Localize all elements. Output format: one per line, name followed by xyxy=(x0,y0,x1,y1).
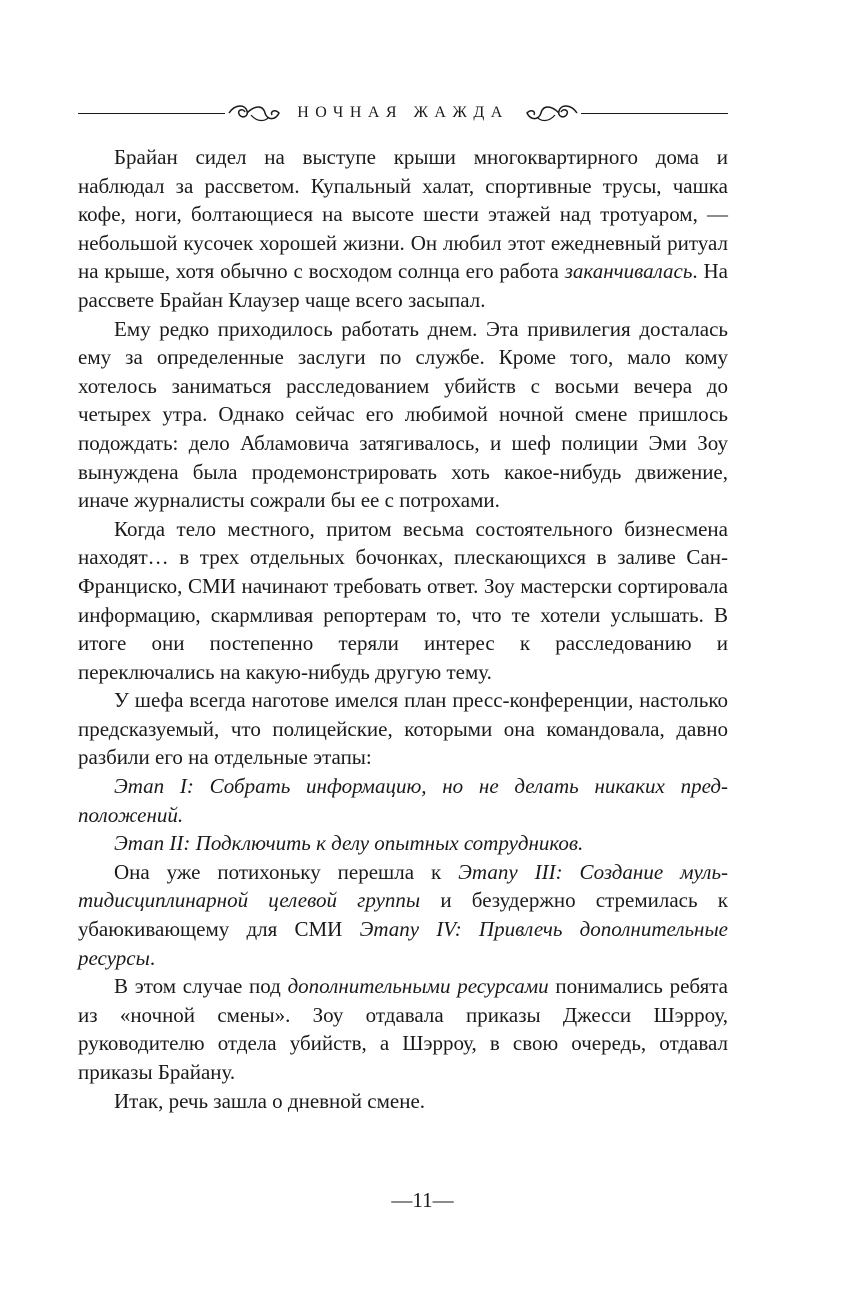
text-run: Когда тело местного, притом весьма состоятельного бизнесмена находят… в трех отдельных бочонках, плескающихся в заливе Сан-Франциско, СМИ начинают требовать ответ. Зоу мастерски сортировала информацию, скармливая репортерам то, что те хотели услышать. В итоге они постепенно теряли интерес к расследованию и переключались на какую-нибудь другую тему. xyxy=(78,516,728,684)
text-run: В этом случае под xyxy=(114,974,288,999)
text-run: Она уже потихоньку перешла к xyxy=(114,859,459,884)
italic-text: Этапу III: Создание мультидисциплинарной целевой группы xyxy=(78,859,728,913)
page-number: —11— xyxy=(391,1188,454,1212)
text-run: Итак, речь зашла о дневной смене. xyxy=(114,1088,426,1113)
text-run: понимались ребята из «ночной смены». Зоу отдавала приказы Джесси Шэрроу, руководителю отдела убийств, а Шэрроу, в свою очередь, отдавал приказы Брайану. xyxy=(78,974,728,1084)
running-header xyxy=(78,96,728,130)
paragraph xyxy=(78,858,728,972)
italic-text: дополнительными ресурсами xyxy=(287,974,549,999)
paragraph xyxy=(78,772,728,829)
text-run: . xyxy=(149,945,156,970)
italic-text: Этапу IV: Привлечь дополнительные ресурсы xyxy=(78,917,728,970)
header-title: НОЧНАЯ ЖАЖДА xyxy=(297,104,509,121)
italic-text: Этап I: Собрать информацию, но не делать никаких предположений. xyxy=(78,774,728,827)
text-run: Брайан сидел на выступе крыши многоквартирного дома и наблюдал за рассветом. Купальный халат, спортивные трусы, чашка кофе, ноги, болтающиеся на высоте шести этажей над тротуаром, — небольшой кусочек хорошей жизни. Он любил этот ежедневный ритуал на крыше, хотя обычно с восходом солнца его работа xyxy=(78,145,728,284)
text-run: и безудержно стремилась к убаюкивающему для СМИ xyxy=(78,888,728,942)
paragraph xyxy=(78,1087,728,1116)
flourish-right-icon xyxy=(523,102,581,124)
flourish-left-icon xyxy=(225,102,283,124)
header-rule-right xyxy=(581,113,728,114)
paragraph xyxy=(78,515,728,687)
paragraph xyxy=(78,829,728,858)
paragraph xyxy=(78,143,728,315)
body-text xyxy=(78,143,728,1115)
paragraph xyxy=(78,686,728,772)
italic-text: Этап II: Подключить к делу опытных сотрудников. xyxy=(114,831,584,856)
paragraph xyxy=(78,972,728,1086)
text-run: Ему редко приходилось работать днем. Эта привилегия досталась ему за определенные заслуги по службе. Кроме того, мало кому хотелось заниматься расследованием убийств с восьми вечера до четырех утра. Однако сейчас его любимой ночной смене пришлось подождать: дело Абламовича затягивалось, и шеф полиции Эми Зоу вынуждена была продемонстрировать хоть какое-нибудь движение, иначе журналисты сожрали бы ее с потрохами. xyxy=(78,316,728,513)
paragraph xyxy=(78,315,728,515)
italic-text: заканчивалась xyxy=(564,259,693,284)
text-run: У шефа всегда наготове имелся план пресс-конференции, настолько предсказуемый, что полицейские, которыми она командовала, давно разбили его на отдельные этапы: xyxy=(78,688,728,770)
header-rule-left xyxy=(78,113,225,114)
text-run: . На рассвете Брайан Клаузер чаще всего засыпал. xyxy=(78,259,728,312)
